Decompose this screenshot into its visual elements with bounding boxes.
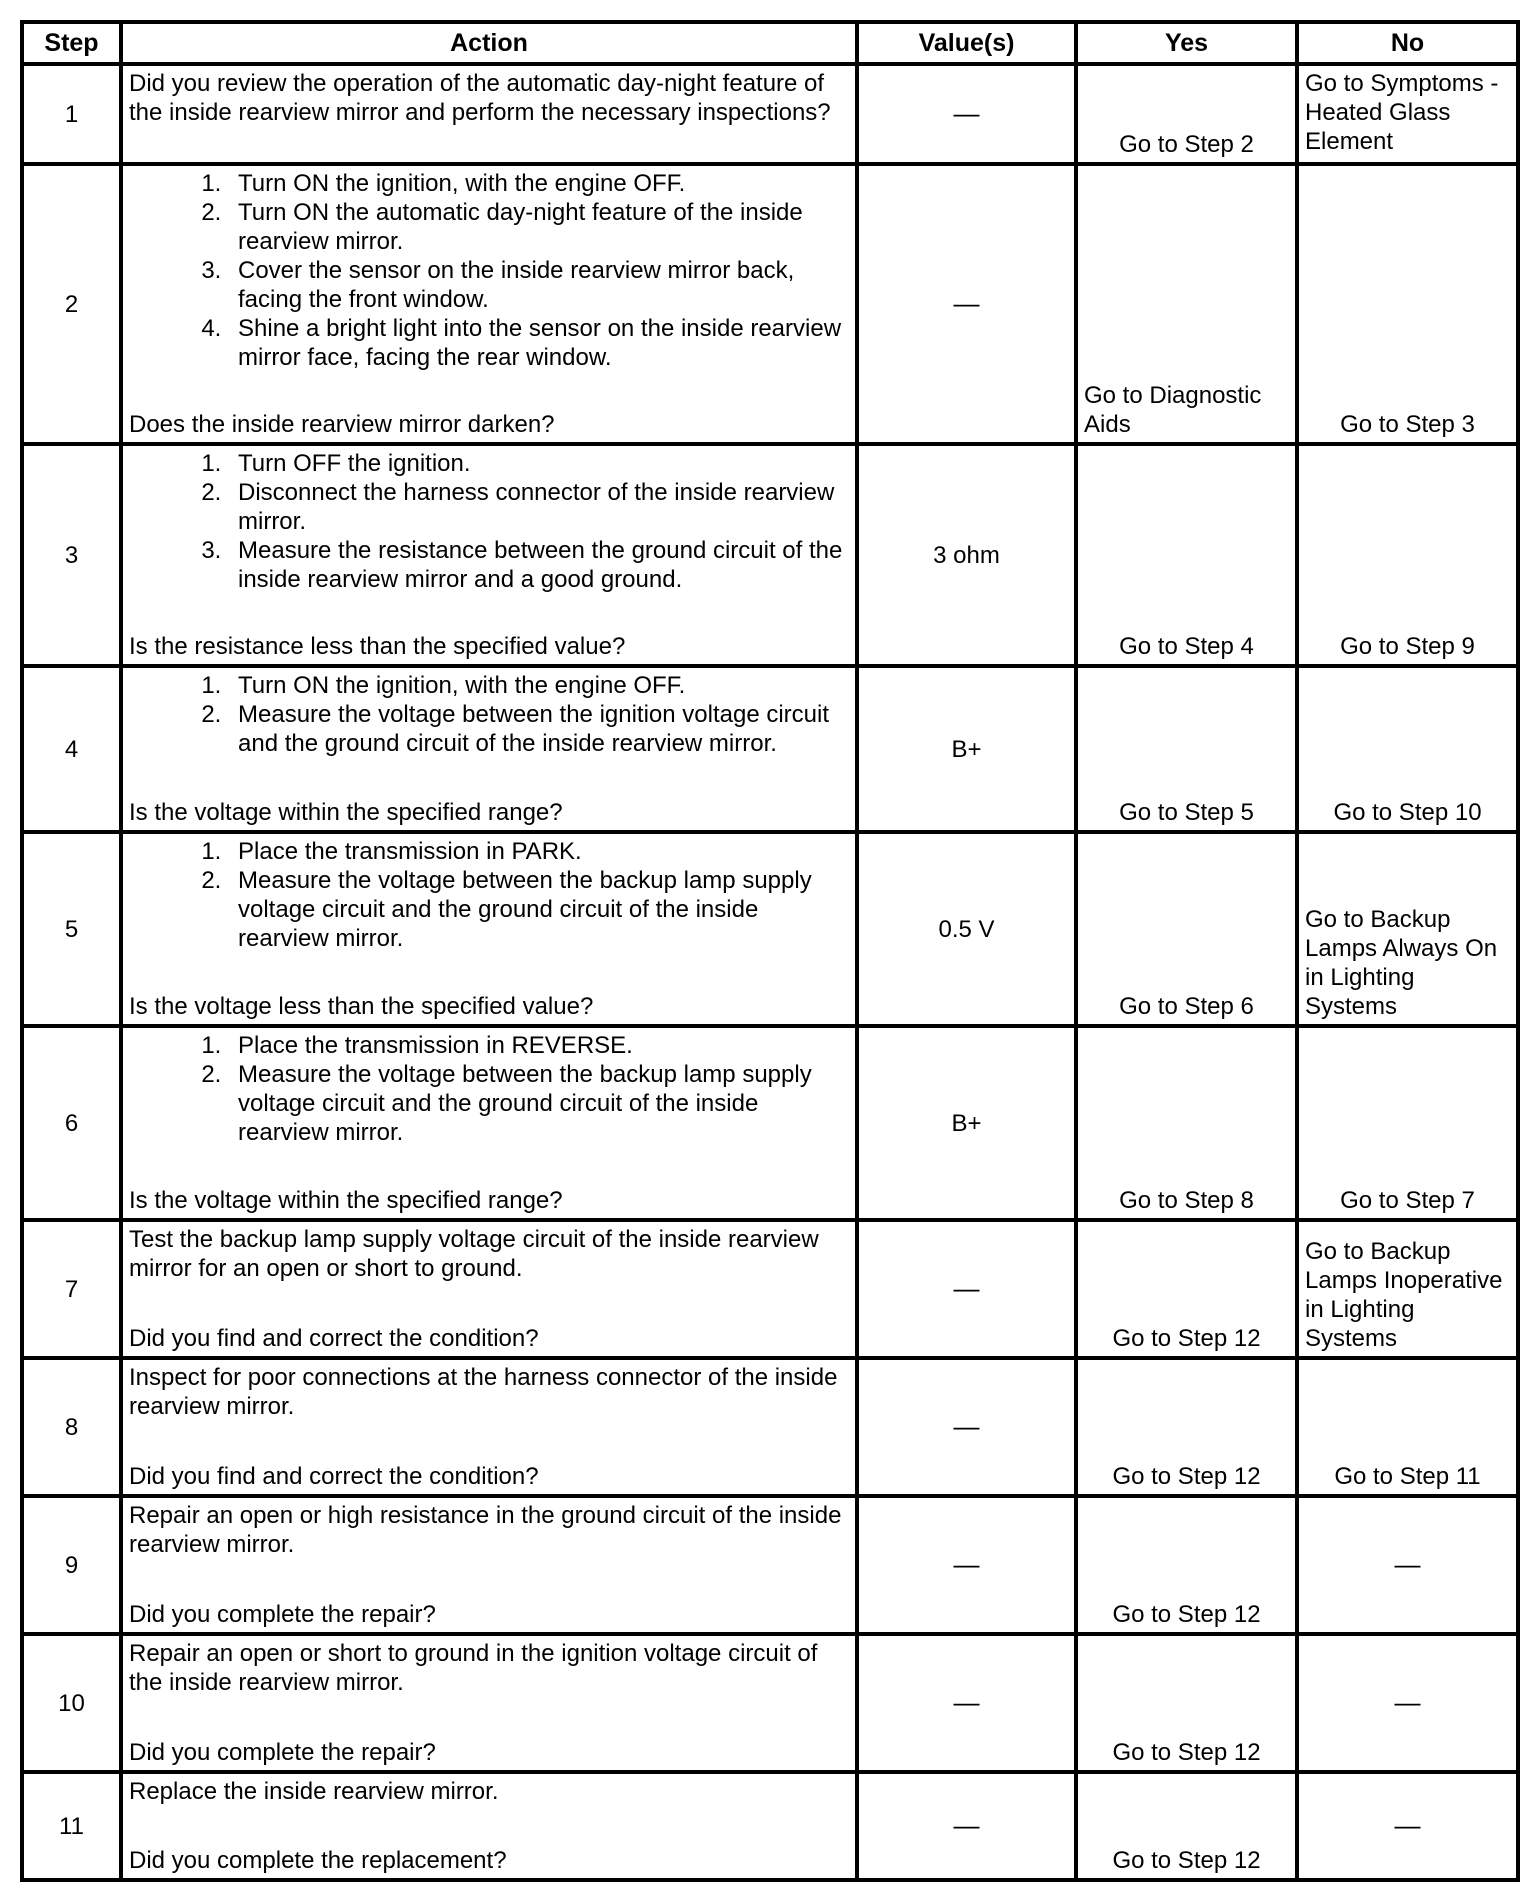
table-row [22, 1358, 1518, 1496]
action-question: Did you complete the replacement? [129, 1847, 507, 1874]
value-cell [857, 1634, 1076, 1772]
action-question: Did you find and correct the condition? [129, 1463, 539, 1490]
header-row [22, 22, 1518, 64]
step-number: 11 [22, 1772, 121, 1880]
value-cell [857, 1026, 1076, 1220]
no-cell: Go to Step 9 [1297, 444, 1518, 666]
yes-cell: Go to Step 12 [1076, 1496, 1297, 1634]
action-step-item: 3. Cover the sensor on the inside rearview mirror back, facing the front window. [228, 256, 849, 314]
action-question: Is the voltage within the specified range? [129, 799, 563, 826]
action-text: Inspect for poor connections at the harness connector of the inside rearview mirror. [129, 1364, 838, 1420]
step-number: 6 [22, 1026, 121, 1220]
no-cell: Go to Backup Lamps Inoperative in Lighting Systems [1297, 1220, 1518, 1358]
value-cell [857, 64, 1076, 164]
step-number: 3 [22, 444, 121, 666]
action-text: Replace the inside rearview mirror. [129, 1778, 499, 1805]
action-step-item: 3. Measure the resistance between the ground circuit of the inside rearview mirror and a good ground. [228, 536, 849, 594]
action-step-item: 4. Shine a bright light into the sensor on the inside rearview mirror face, facing the rear window. [228, 314, 849, 372]
yes-cell: Go to Step 12 [1076, 1358, 1297, 1496]
diagnostic-table [20, 20, 1520, 1882]
value-cell [857, 1358, 1076, 1496]
step-number: 9 [22, 1496, 121, 1634]
value-text: — [953, 1273, 980, 1303]
no-text: — [1394, 1549, 1421, 1579]
value-cell [857, 444, 1076, 666]
action-cell [121, 1772, 857, 1880]
action-text: Repair an open or short to ground in the ignition voltage circuit of the inside rearview mirror. [129, 1640, 818, 1696]
action-question: Is the resistance less than the specified value? [129, 633, 626, 660]
value-cell [857, 1772, 1076, 1880]
yes-cell: Go to Step 2 [1076, 64, 1297, 164]
value-text: — [953, 288, 980, 318]
table-row [22, 1220, 1518, 1358]
table-row [22, 666, 1518, 832]
action-question: Did you find and correct the condition? [129, 1325, 539, 1352]
action-question: Is the voltage within the specified range? [129, 1187, 563, 1214]
no-cell: Go to Symptoms - Heated Glass Element [1297, 64, 1518, 164]
action-question: Does the inside rearview mirror darken? [129, 411, 555, 438]
value-text: — [953, 1411, 980, 1441]
yes-cell: Go to Step 12 [1076, 1634, 1297, 1772]
action-cell [121, 444, 857, 666]
action-question: Did you complete the repair? [129, 1601, 436, 1628]
yes-cell: Go to Step 8 [1076, 1026, 1297, 1220]
header-yes: Yes [1076, 22, 1297, 64]
step-number: 10 [22, 1634, 121, 1772]
yes-cell: Go to Step 12 [1076, 1220, 1297, 1358]
value-text: 0.5 V [938, 915, 995, 943]
value-cell [857, 832, 1076, 1026]
action-step-item: 2. Disconnect the harness connector of the inside rearview mirror. [228, 478, 849, 536]
action-step-item: 1. Turn OFF the ignition. [228, 449, 849, 478]
step-number: 4 [22, 666, 121, 832]
table-row [22, 1496, 1518, 1634]
value-text: — [953, 1687, 980, 1717]
action-text: Did you review the operation of the automatic day-night feature of the inside rearview mirror and perform the necessary inspections? [129, 70, 831, 126]
header-values: Value(s) [857, 22, 1076, 64]
no-cell: Go to Backup Lamps Always On in Lighting Systems [1297, 832, 1518, 1026]
value-cell [857, 666, 1076, 832]
value-text: B+ [951, 1109, 982, 1137]
header-action: Action [121, 22, 857, 64]
yes-cell: Go to Step 12 [1076, 1772, 1297, 1880]
action-steps [129, 169, 849, 372]
yes-cell: Go to Step 4 [1076, 444, 1297, 666]
yes-cell: Go to Step 5 [1076, 666, 1297, 832]
step-number: 5 [22, 832, 121, 1026]
action-cell [121, 1634, 857, 1772]
no-cell [1297, 1634, 1518, 1772]
table-row [22, 444, 1518, 666]
no-text: — [1394, 1687, 1421, 1717]
table-row [22, 832, 1518, 1026]
action-step-item: 2. Measure the voltage between the backup lamp supply voltage circuit and the ground circuit of the inside rearview mirror. [228, 866, 849, 953]
value-text: — [953, 98, 980, 128]
action-question: Is the voltage less than the specified value? [129, 993, 594, 1020]
table-row [22, 1634, 1518, 1772]
action-step-item: 1. Turn ON the ignition, with the engine OFF. [228, 671, 849, 700]
no-cell: Go to Step 7 [1297, 1026, 1518, 1220]
step-number: 8 [22, 1358, 121, 1496]
yes-cell: Go to Diagnostic Aids [1076, 164, 1297, 444]
action-steps [129, 1031, 849, 1147]
action-step-item: 2. Turn ON the automatic day-night feature of the inside rearview mirror. [228, 198, 849, 256]
action-cell [121, 1220, 857, 1358]
action-steps [129, 837, 849, 953]
action-text: Repair an open or high resistance in the ground circuit of the inside rearview mirror. [129, 1502, 842, 1558]
step-number: 7 [22, 1220, 121, 1358]
action-step-item: 1. Turn ON the ignition, with the engine OFF. [228, 169, 849, 198]
action-steps [129, 449, 849, 594]
action-cell [121, 1026, 857, 1220]
step-number: 1 [22, 64, 121, 164]
no-cell: Go to Step 11 [1297, 1358, 1518, 1496]
action-text: Test the backup lamp supply voltage circuit of the inside rearview mirror for an open or short to ground. [129, 1226, 819, 1282]
no-cell: Go to Step 3 [1297, 164, 1518, 444]
no-cell [1297, 1496, 1518, 1634]
action-step-item: 1. Place the transmission in REVERSE. [228, 1031, 849, 1060]
action-step-item: 2. Measure the voltage between the backup lamp supply voltage circuit and the ground circuit of the inside rearview mirror. [228, 1060, 849, 1147]
value-text: — [953, 1810, 980, 1840]
action-question: Did you complete the repair? [129, 1739, 436, 1766]
action-cell [121, 64, 857, 164]
action-cell [121, 666, 857, 832]
action-cell [121, 1358, 857, 1496]
action-cell [121, 832, 857, 1026]
action-step-item: 1. Place the transmission in PARK. [228, 837, 849, 866]
header-no: No [1297, 22, 1518, 64]
action-cell [121, 1496, 857, 1634]
table-row [22, 64, 1518, 164]
action-steps [129, 671, 849, 758]
table-row [22, 1026, 1518, 1220]
action-cell [121, 164, 857, 444]
table-row [22, 164, 1518, 444]
table-row [22, 1772, 1518, 1880]
yes-cell: Go to Step 6 [1076, 832, 1297, 1026]
action-step-item: 2. Measure the voltage between the ignition voltage circuit and the ground circuit of the inside rearview mirror. [228, 700, 849, 758]
value-cell [857, 164, 1076, 444]
no-text: — [1394, 1810, 1421, 1840]
no-cell [1297, 1772, 1518, 1880]
value-cell [857, 1220, 1076, 1358]
no-cell: Go to Step 10 [1297, 666, 1518, 832]
value-text: — [953, 1549, 980, 1579]
step-number: 2 [22, 164, 121, 444]
value-cell [857, 1496, 1076, 1634]
header-step: Step [22, 22, 121, 64]
value-text: 3 ohm [933, 541, 1000, 569]
value-text: B+ [951, 735, 982, 763]
